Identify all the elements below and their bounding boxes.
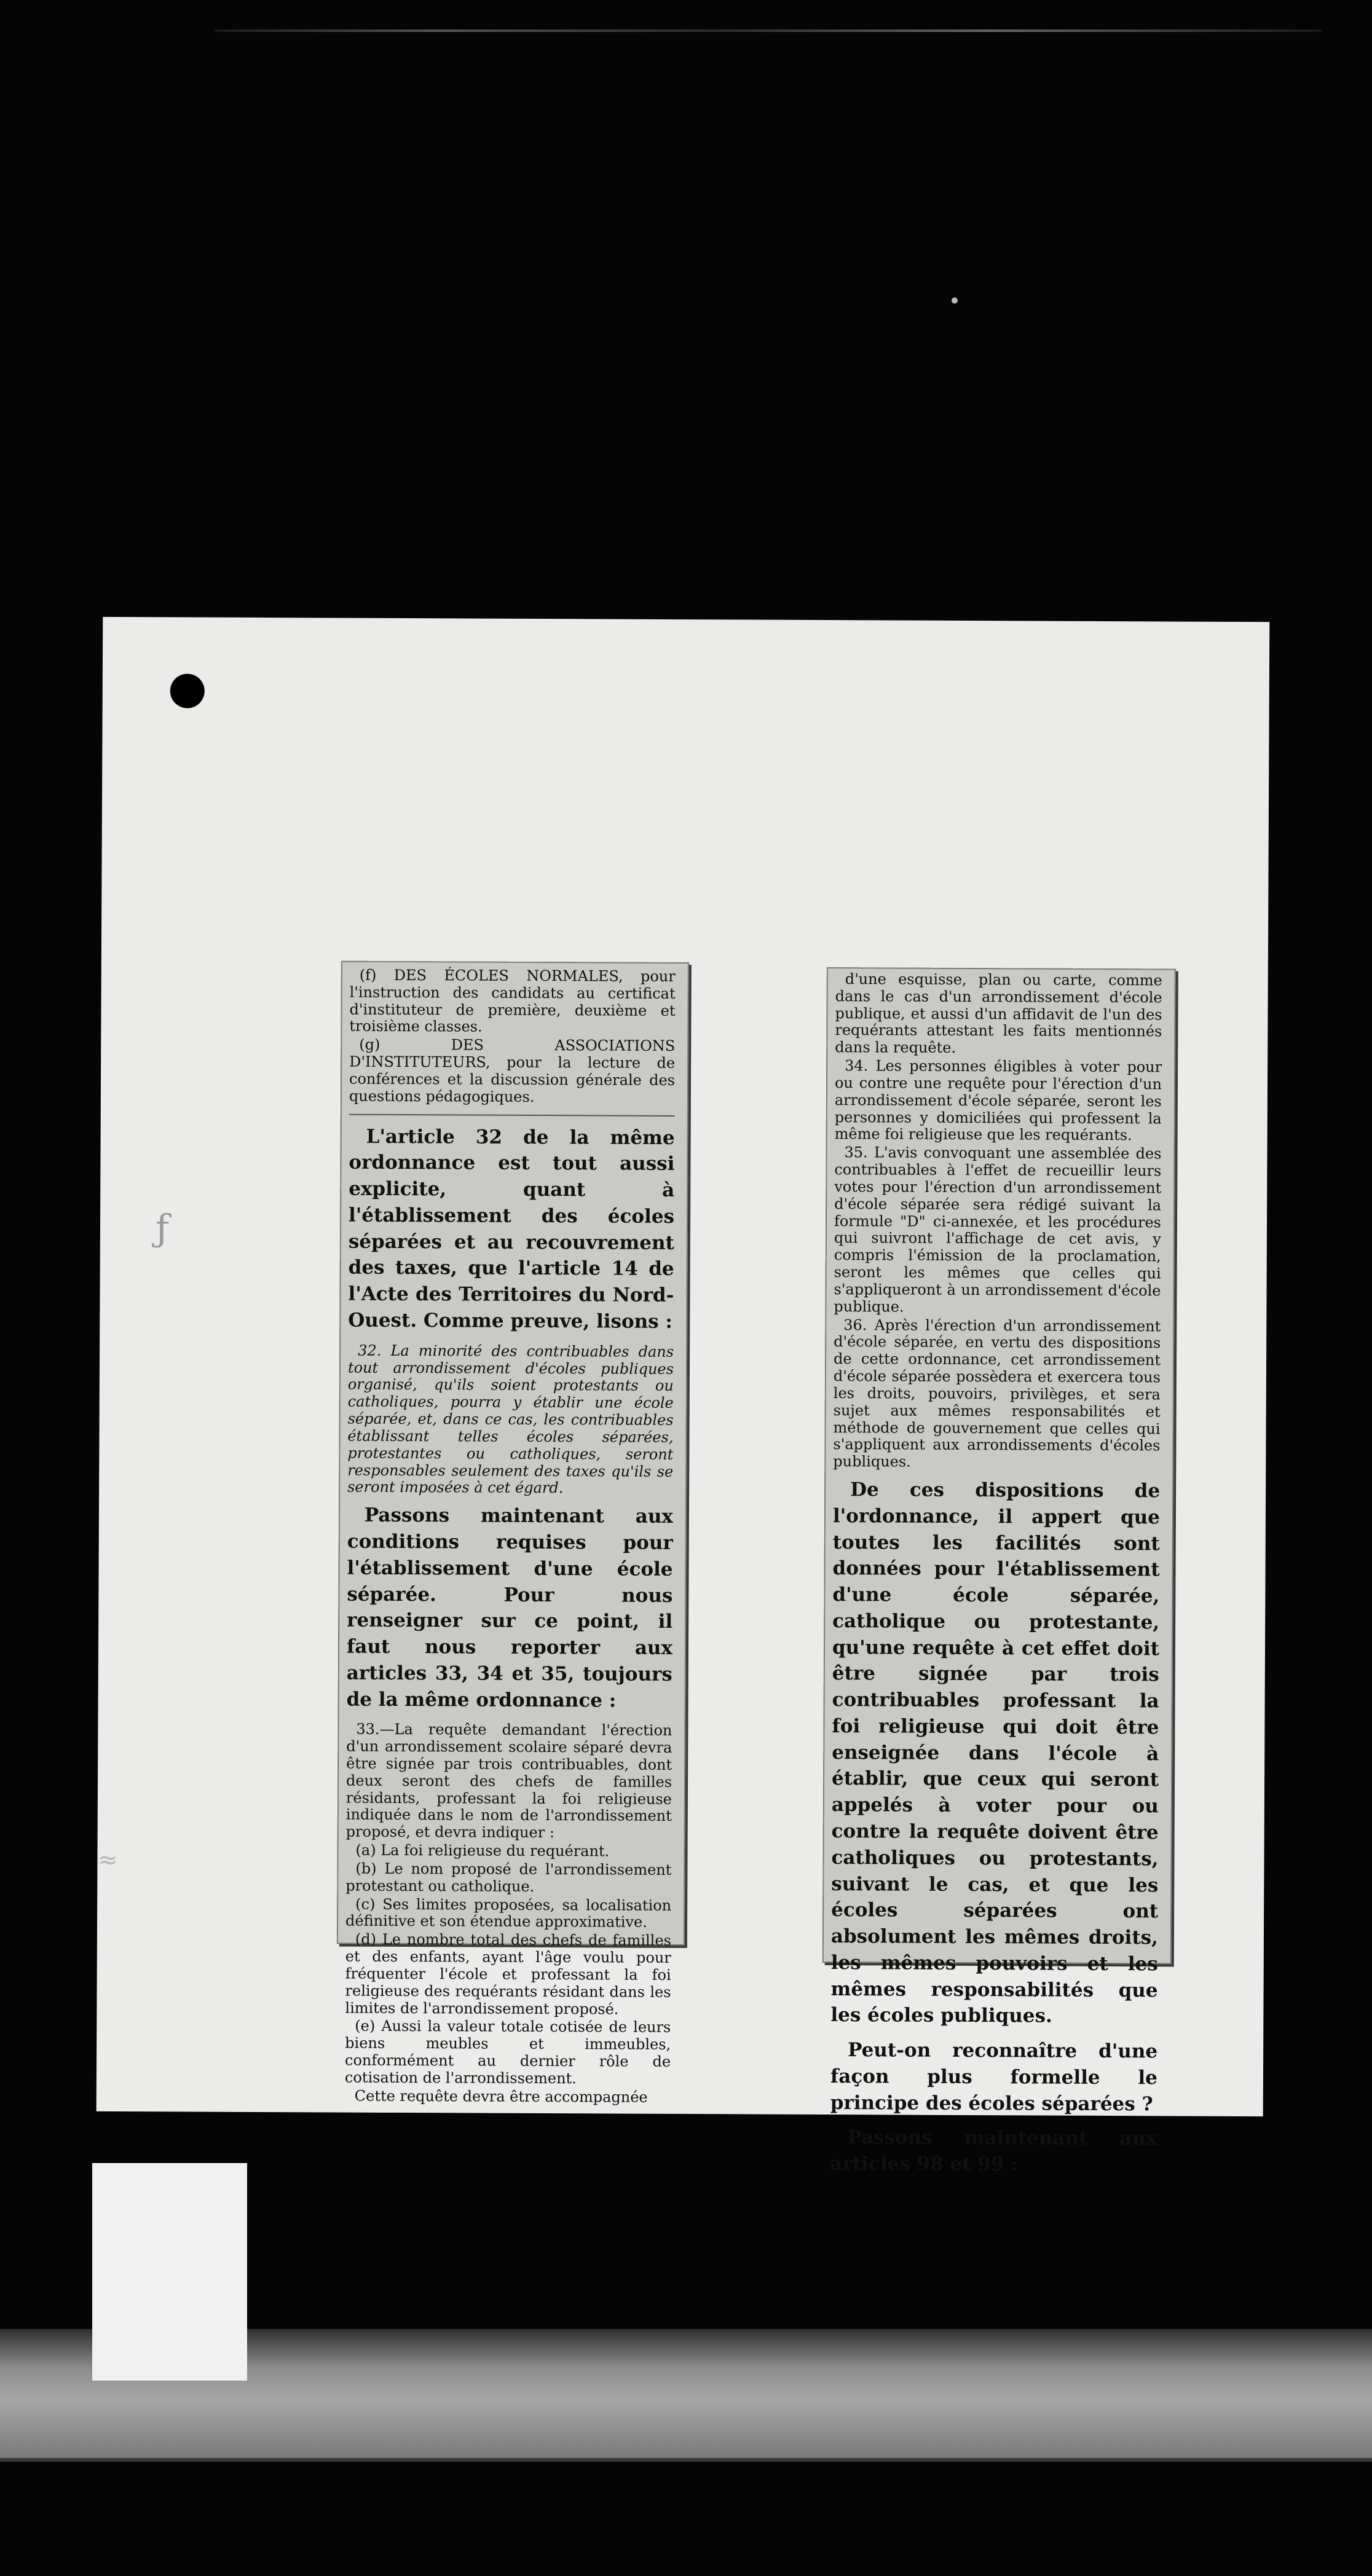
clip-paragraph: 34. Les personnes éligibles à voter pour ou contre une requête pour l'érection d'un arrondissement d'école séparée, seront les personnes y domiciliées qui professent la même foi religieuse que les requérants.	[834, 1057, 1162, 1144]
scanned-page	[97, 617, 1270, 2176]
punch-hole	[170, 673, 205, 708]
divider	[349, 1113, 675, 1116]
clip-paragraph: Peut-on reconnaître d'une façon plus formelle le principe des écoles séparées ?	[830, 2039, 1158, 2115]
clip-paragraph: (e) Aussi la valeur totale cotisée de leurs biens meubles et immeubles, conformément au dernier rôle de cotisation de l'arrondissement.	[344, 2017, 671, 2087]
clip-paragraph: Passons maintenant aux conditions requises pour l'établissement d'une école séparée. Pour nous renseigner sur ce point, il faut nous reporter aux articles 33, 34 et 35, toujours de la même ordonnance :	[346, 1504, 674, 1712]
clip-paragraph: (g) DES ASSOCIATIONS D'INSTITUTEURS, pour la lecture de conférences et la discussion générale des questions pédagogiques.	[349, 1036, 676, 1105]
target-card	[92, 2163, 247, 2381]
newspaper-clipping-right	[822, 967, 1176, 2176]
clip-paragraph: De ces dispositions de l'ordonnance, il appert que toutes les facilités sont données pour l'établissement d'une école séparée, catholique ou protestante, qu'une requête à cet effet doit être signée par trois contribuables professant la foi religieuse qui doit être enseignée dans l'école à établir, que ceux qui seront appelés à voter pour ou contre la requête doivent être catholiques ou protestants, suivant le cas, et que les écoles séparées ont absolument les mêmes droits, les mêmes pouvoirs et les mêmes responsabilités que les écoles publiques.	[830, 1478, 1161, 2027]
clip-paragraph: (a) La foi religieuse du requérant.	[355, 1841, 610, 1860]
clip-paragraph: 35. L'avis convoquant une assemblée des contribuables à l'effet de recueillir leurs votes pour l'érection d'un arrondissement d'école séparée sera rédigé suivant la formule "D" ci-annexée, et les procédures qui suivront l'affichage de cet avis, y compris l'émission de la proclamation, seront les mêmes que celles qui s'appliqueront à un arrondissement d'école publique.	[834, 1144, 1162, 1316]
clip-paragraph: 33.—La requête demandant l'érection d'un arrondissement scolaire séparé devra être signée par trois contribuables, dont deux seront des chefs de familles résidants, professant la foi religieuse indiquée dans le nom de l'arrondissement proposé, et devra indiquer :	[345, 1721, 672, 1842]
scanner-edge-line	[215, 29, 1322, 32]
clip-paragraph: d'une esquisse, plan ou carte, comme dans le cas d'un arrondissement d'école publique, et aussi d'un affidavit de l'un des requérants attestant les faits mentionnés dans la requête.	[835, 970, 1162, 1057]
dust-speck	[952, 297, 958, 304]
clip-paragraph: 36. Après l'érection d'un arrondissement d'école séparée, en vertu des dispositions de cette ordonnance, cet arrondissement d'école séparée possèdera et exercera tous les droits, pouvoirs, privilèges, et sera sujet aux mêmes responsabilités et méthode de gouvernement que celles qui s'appliquent aux arrondissements d'écoles publiques.	[833, 1316, 1161, 1471]
clip-paragraph: (f) DES ÉCOLES NORMALES, pour l'instruction des candidats au certificat d'instituteur de première, deuxième et troisième classes.	[349, 966, 676, 1036]
clip-paragraph: (b) Le nom proposé de l'arrondissement protestant ou catholique.	[345, 1859, 672, 1895]
clip-quote: 32. La minorité des contribuables dans tout arrondissement d'écoles publiques organisé, qu'ils soient protestants ou catholiques, pourra y établir une école séparée, et, dans ce cas, les contribuables établissant telles écoles séparées, protestantes ou catholiques, seront responsables seulement des taxes qu'ils se seront imposées à cet égard.	[347, 1341, 674, 1497]
clip-paragraph: (c) Ses limites proposées, sa localisation définitive et son étendue approximative.	[345, 1895, 672, 1931]
margin-dash: ≈	[97, 1845, 119, 1874]
clip-paragraph: Cette requête devra être accompagnée	[354, 2087, 648, 2106]
margin-mark: ƒ	[155, 1207, 170, 1251]
newspaper-clipping-left	[337, 961, 689, 2106]
clip-paragraph: L'article 32 de la même ordonnance est tout aussi explicite, quant à l'établissement des écoles séparées et au recouvrement des taxes, que l'article 14 de l'Acte des Territoires du Nord-Ouest. Comme preuve, lisons :	[348, 1125, 675, 1333]
clip-paragraph: (d) Le nombre total des chefs de familles et des enfants, ayant l'âge voulu pour fréquenter l'école et professant la foi religieuse des requérants résidant dans les limites de l'arrondissement proposé.	[345, 1930, 671, 2018]
scanner-bed-edge	[0, 2458, 1372, 2462]
clip-paragraph: Passons maintenant aux articles 98 et 99 :	[830, 2126, 1157, 2176]
